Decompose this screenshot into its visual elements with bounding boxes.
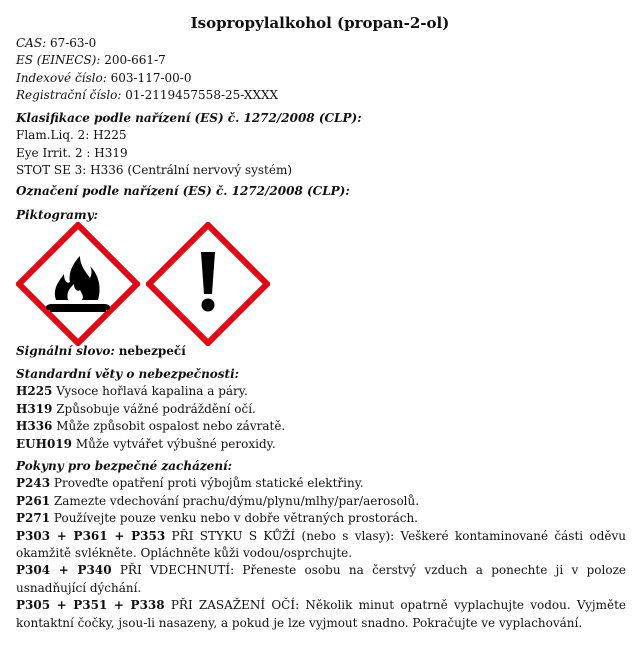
hazard-statement [16, 383, 626, 400]
pictograms-heading-text: Piktogramy: [16, 208, 99, 222]
statement-code: EUH019 [16, 436, 72, 451]
identifier-label: Registrační číslo: [16, 88, 122, 103]
identifier-cas [16, 35, 626, 52]
signal-word-value: nebezpečí [118, 344, 186, 358]
precautionary-statement [16, 510, 626, 527]
hazard-statements-block [16, 366, 626, 453]
identifiers-block [16, 35, 626, 105]
statement-text: PŘI STYKU S KŮŽÍ (nebo s vlasy): Veškeré kontaminované části oděvu okamžitě svlékněte. Opláchněte kůži vodou/osprchujte. [16, 528, 626, 561]
identifier-einecs [16, 52, 626, 69]
statement-code: P303 + P361 + P353 [16, 528, 166, 543]
classification-item: STOT SE 3: H336 (Centrální nervový systém) [16, 163, 292, 178]
statement-text: Může způsobit ospalost nebo závratě. [52, 419, 286, 434]
identifier-registration [16, 87, 626, 104]
labelling-heading [16, 183, 626, 200]
page-title: Isopropylalkohol (propan-2-ol) [190, 14, 450, 32]
flame-pictogram-icon [16, 222, 140, 346]
statement-text: PŘI ZASAŽENÍ OČÍ: Několik minut opatrně vyplachujte vodou. Vyjměte kontaktní čočky, jsou-li nasazeny, a pokud je lze vyjmout snadno. Pokračujte ve vyplachování. [16, 598, 626, 630]
precautionary-statement [16, 475, 626, 492]
hazard-statement [16, 418, 626, 435]
exclamation-pictogram-icon [146, 222, 270, 346]
statement-code: P305 + P351 + P338 [16, 598, 165, 613]
identifier-value: 200-661-7 [104, 53, 166, 68]
precautionary-statement [16, 597, 626, 632]
identifier-label: Indexové číslo: [16, 70, 107, 85]
classification-heading: Klasifikace podle nařízení (ES) č. 1272/2008 (CLP): [16, 111, 362, 125]
statement-text: PŘI VDECHNUTÍ: Přeneste osobu na čerstvý vzduch a ponechte ji v poloze usnadňující dýchání. [16, 563, 626, 595]
identifier-value: 603-117-00-0 [110, 70, 192, 85]
identifier-label: CAS: [16, 36, 47, 50]
precautionary-statement [16, 528, 626, 563]
precautionary-statement [16, 562, 626, 597]
identifier-label: ES (EINECS): [16, 53, 101, 68]
classification-block [16, 110, 626, 180]
labelling-heading-text: Označení podle nařízení (ES) č. 1272/2008 (CLP): [16, 184, 350, 198]
signal-word [16, 343, 626, 360]
hazard-heading: Standardní věty o nebezpečnosti: [16, 367, 240, 381]
hazard-statement [16, 401, 626, 418]
statement-text: Způsobuje vážné podráždění očí. [52, 401, 256, 416]
identifier-index [16, 70, 626, 87]
identifier-value: 67-63-0 [49, 36, 97, 50]
classification-item: Flam.Liq. 2: H225 [16, 128, 127, 143]
statement-code: P261 [16, 493, 51, 508]
statement-code: P271 [16, 511, 51, 526]
statement-code: P243 [16, 476, 51, 491]
statement-text: Může vytvářet výbušné peroxidy. [72, 436, 276, 451]
identifier-value: 01-2119457558-25-XXXX [125, 88, 279, 103]
signal-word-label: Signální slovo: [16, 344, 115, 358]
statement-text: Zamezte vdechování prachu/dýmu/plynu/mlhy/par/aerosolů. [50, 493, 420, 508]
statement-code: H319 [16, 401, 53, 416]
statement-code: H336 [16, 419, 53, 434]
precautionary-statements-block [16, 458, 626, 632]
statement-text: Vysoce hořlavá kapalina a páry. [52, 384, 248, 399]
statement-code: P304 + P340 [16, 563, 112, 578]
hazard-statement [16, 436, 626, 453]
statement-text: Proveďte opatření proti výbojům statické elektřiny. [50, 476, 364, 491]
statement-text: Používejte pouze venku nebo v dobře větraných prostorách. [50, 511, 418, 526]
precautionary-heading: Pokyny pro bezpečné zacházení: [16, 459, 233, 473]
classification-item: Eye Irrit. 2 : H319 [16, 145, 128, 160]
precautionary-statement [16, 493, 626, 510]
statement-code: H225 [16, 384, 53, 399]
